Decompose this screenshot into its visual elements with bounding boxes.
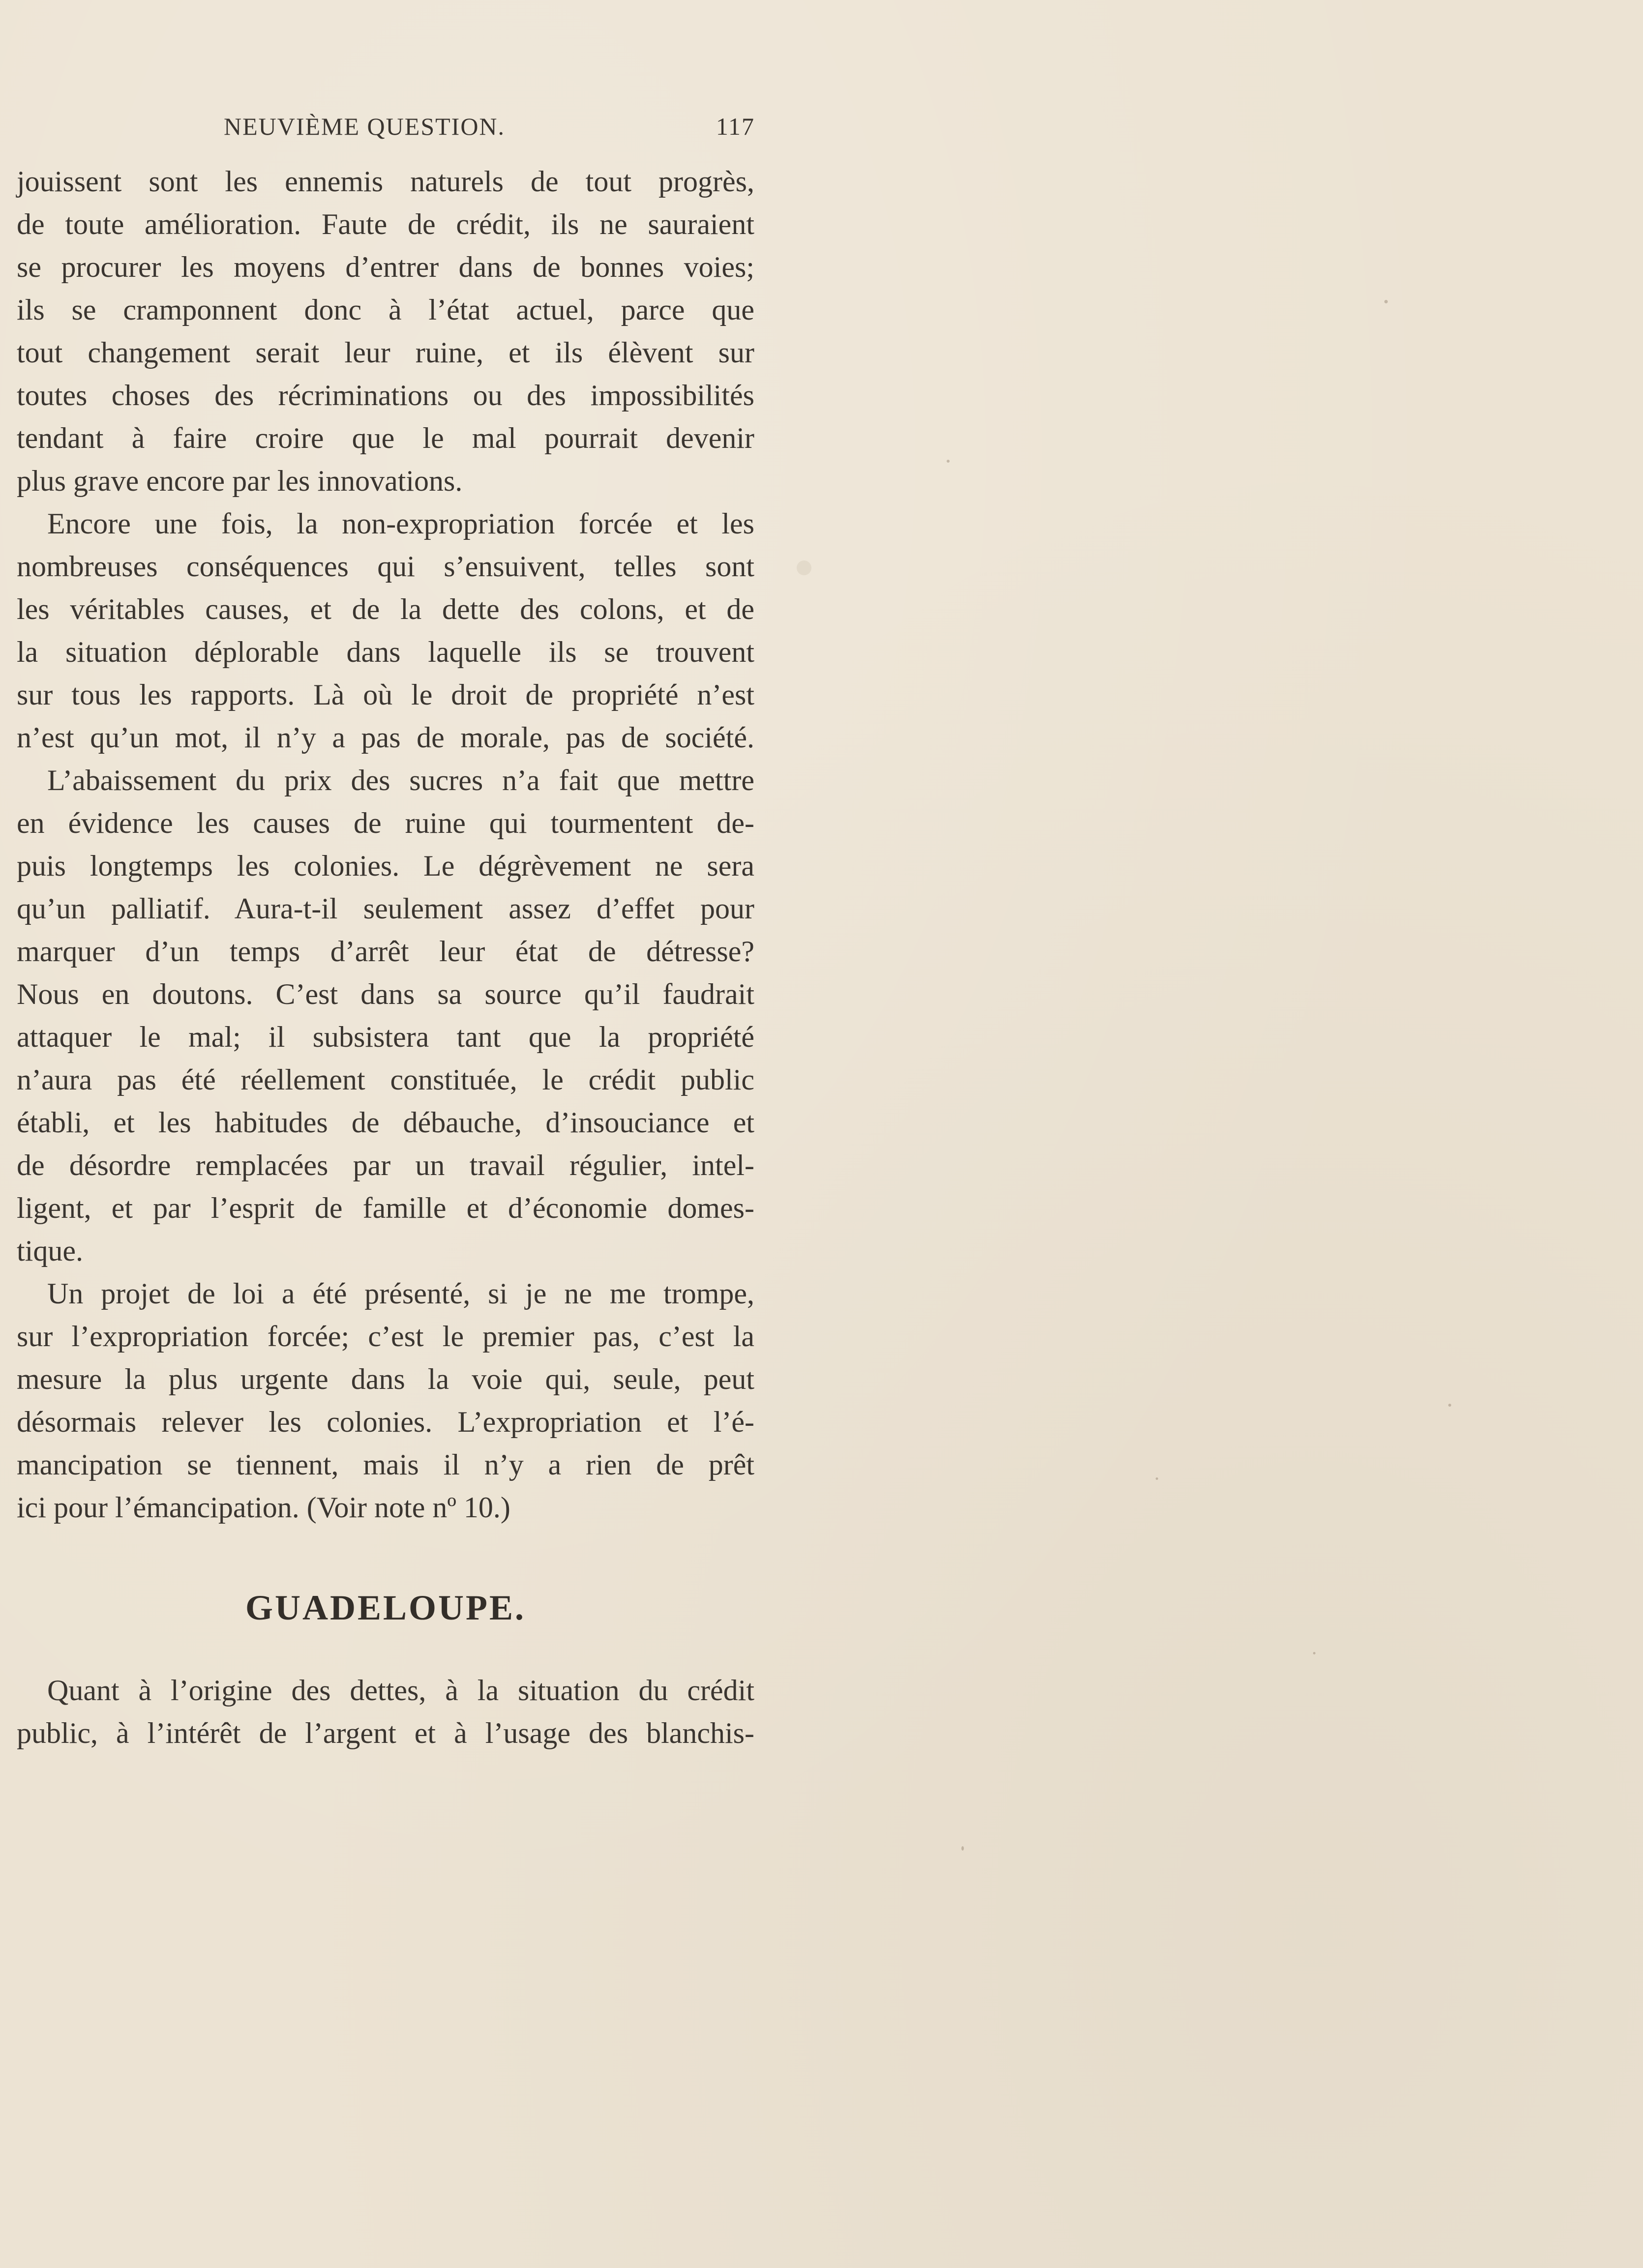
text-line: de toute amélioration. Faute de crédit, ils ne sauraient xyxy=(17,208,754,240)
text-line: en évidence les causes de ruine qui tourmentent de- xyxy=(17,807,754,839)
text-line: sur l’expropriation forcée; c’est le premier pas, c’est la xyxy=(17,1320,754,1353)
text-line: se procurer les moyens d’entrer dans de bonnes voies; xyxy=(17,251,754,283)
text-line: mancipation se tiennent, mais il n’y a rien de prêt xyxy=(17,1448,754,1481)
text-line: établi, et les habitudes de débauche, d’insouciance et xyxy=(17,1106,754,1139)
text-line: les véritables causes, et de la dette des colons, et de xyxy=(17,593,754,625)
page-header xyxy=(224,109,755,144)
text-line: n’est qu’un mot, il n’y a pas de morale, pas de société. xyxy=(17,721,754,754)
text-line: tendant à faire croire que le mal pourrait devenir xyxy=(17,422,754,454)
text-line: public, à l’intérêt de l’argent et à l’usage des blanchis- xyxy=(17,1717,754,1749)
text-line: marquer d’un temps d’arrêt leur état de détresse? xyxy=(17,935,754,968)
text-line: nombreuses conséquences qui s’ensuivent, telles sont xyxy=(17,550,754,583)
paragraph xyxy=(17,502,754,759)
text-line: la situation déplorable dans laquelle ils se trouvent xyxy=(17,636,754,668)
paper-speck xyxy=(797,560,811,575)
text-line: qu’un palliatif. Aura-t-il seulement assez d’effet pour xyxy=(17,892,754,925)
text-line: n’aura pas été réellement constituée, le crédit public xyxy=(17,1063,754,1096)
running-head: NEUVIÈME QUESTION. xyxy=(224,113,506,140)
section-heading: GUADELOUPE. xyxy=(245,1588,526,1627)
text-line: tout changement serait leur ruine, et ils élèvent sur xyxy=(17,336,754,369)
text-line: Nous en doutons. C’est dans sa source qu’il faudrait xyxy=(17,978,754,1010)
text-line: Encore une fois, la non-expropriation forcée et les xyxy=(47,507,754,540)
text-line: jouissent sont les ennemis naturels de tout progrès, xyxy=(17,165,754,198)
text-line: désormais relever les colonies. L’expropriation et l’é- xyxy=(17,1406,754,1438)
page-number: 117 xyxy=(716,113,755,140)
text-line: puis longtemps les colonies. Le dégrèvement ne sera xyxy=(17,850,754,882)
paper-speck xyxy=(1448,1404,1451,1407)
text-line: toutes choses des récriminations ou des impossibilités xyxy=(17,379,754,412)
paper-speck xyxy=(947,460,950,463)
text-line: plus grave encore par les innovations. xyxy=(17,465,463,497)
paper-speck xyxy=(1156,1477,1158,1480)
text-line: ici pour l’émancipation. (Voir note nº 10.) xyxy=(17,1491,510,1524)
paper-speck xyxy=(961,1846,964,1851)
text-line: L’abaissement du prix des sucres n’a fait que mettre xyxy=(47,764,754,796)
paper-speck xyxy=(1384,300,1388,303)
text-line: Un projet de loi a été présenté, si je ne me trompe, xyxy=(47,1277,754,1310)
text-line: mesure la plus urgente dans la voie qui, seule, peut xyxy=(17,1363,754,1395)
body-text xyxy=(17,160,754,1529)
paragraph xyxy=(17,1272,754,1529)
text-line: sur tous les rapports. Là où le droit de propriété n’est xyxy=(17,678,754,711)
paper-speck xyxy=(1313,1652,1315,1654)
text-line: ligent, et par l’esprit de famille et d’économie domes- xyxy=(17,1192,754,1224)
paragraph xyxy=(17,1669,754,1755)
text-line: de désordre remplacées par un travail régulier, intel- xyxy=(17,1149,754,1181)
text-line: tique. xyxy=(17,1235,83,1267)
text-line: attaquer le mal; il subsistera tant que la propriété xyxy=(17,1021,754,1053)
section-text xyxy=(17,1669,754,1755)
text-line: ils se cramponnent donc à l’état actuel, parce que xyxy=(17,294,754,326)
paragraph xyxy=(17,160,754,502)
text-line: Quant à l’origine des dettes, à la situation du crédit xyxy=(47,1674,754,1707)
paragraph xyxy=(17,759,754,1272)
